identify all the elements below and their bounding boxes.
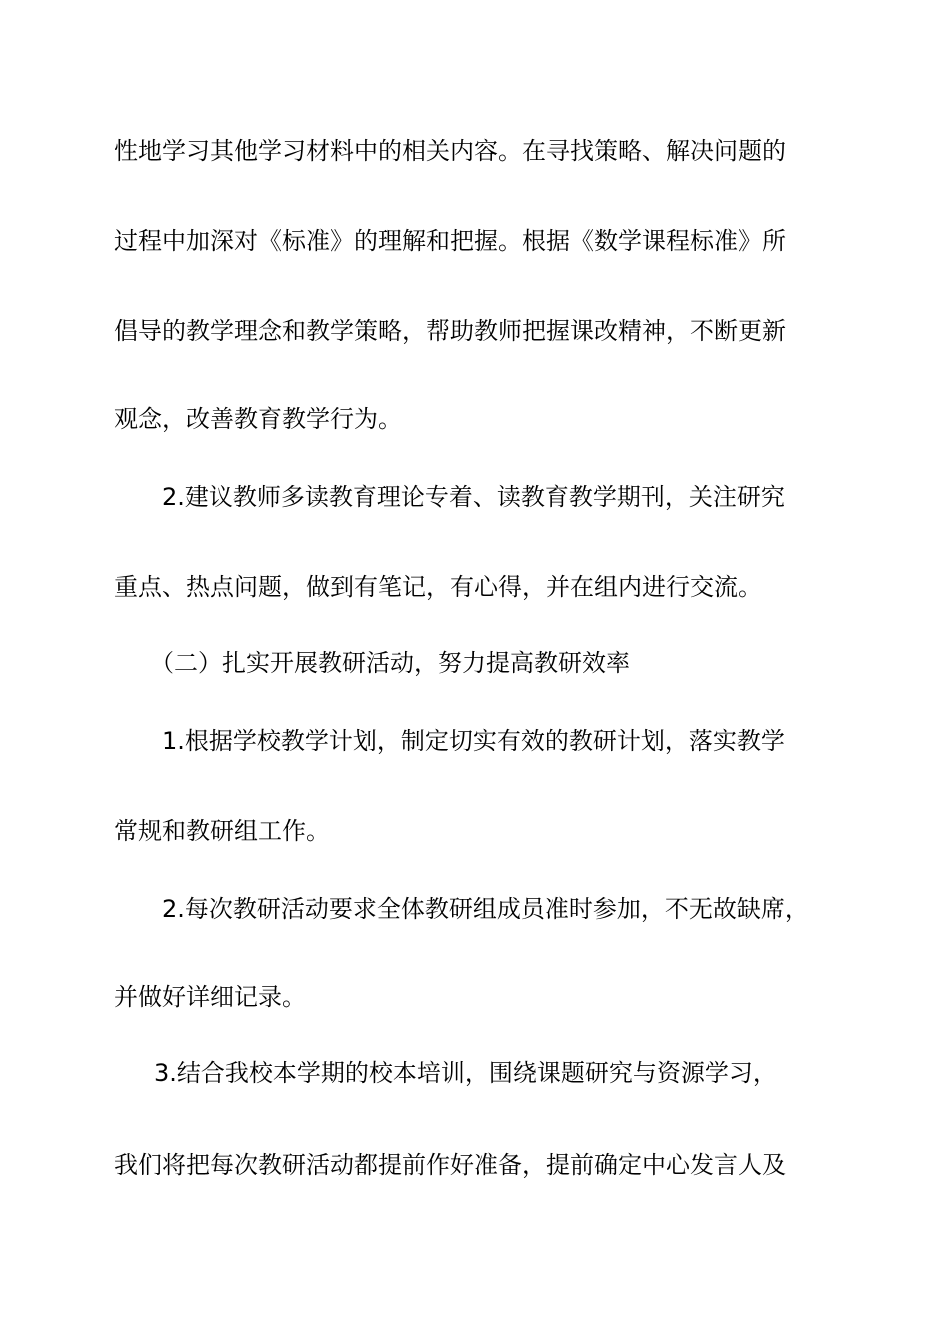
text-line-9: 常规和教研组工作。	[114, 817, 330, 845]
section-heading-2: （二）扎实开展教研活动，努力提高教研效率	[150, 649, 630, 677]
text-line-5: 2.建议教师多读教育理论专着、读教育教学期刊，关注研究	[162, 483, 785, 511]
text-line-11: 并做好详细记录。	[114, 983, 306, 1011]
text-line-12: 3.结合我校本学期的校本培训，围绕课题研究与资源学习，	[154, 1059, 777, 1087]
text-line-1: 性地学习其他学习材料中的相关内容。在寻找策略、解决问题的	[114, 137, 786, 165]
text-line-3: 倡导的教学理念和教学策略，帮助教师把握课改精神，不断更新	[114, 317, 786, 345]
text-line-13: 我们将把每次教研活动都提前作好准备，提前确定中心发言人及	[114, 1151, 786, 1179]
text-line-10: 2.每次教研活动要求全体教研组成员准时参加，不无故缺席，	[162, 895, 809, 923]
text-line-4: 观念，改善教育教学行为。	[114, 405, 402, 433]
text-line-2: 过程中加深对《标准》的理解和把握。根据《数学课程标准》所	[114, 227, 786, 255]
text-line-6: 重点、热点问题，做到有笔记，有心得，并在组内进行交流。	[114, 573, 762, 601]
text-line-8: 1.根据学校教学计划，制定切实有效的教研计划，落实教学	[162, 727, 785, 755]
